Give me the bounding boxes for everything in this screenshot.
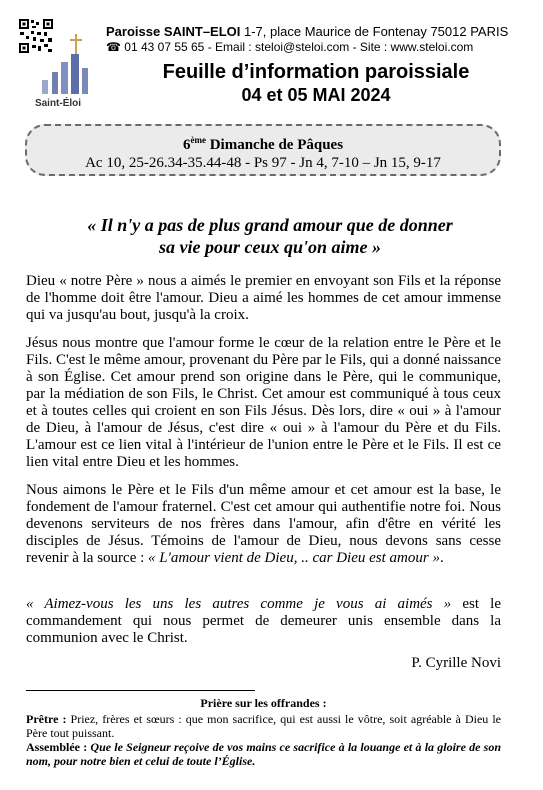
assembly-text: Que le Seigneur reçoive de vos mains ce sacrifice à la louange et à la gloire de son nom, pour notre bien et celui de toute l’Église. — [26, 740, 502, 768]
divider — [26, 690, 255, 691]
contact-line: ☎ 01 43 07 55 65 - Email : steloi@steloi.com - Site : www.steloi.com — [106, 40, 474, 54]
quote-line-2: sa vie pour ceux qu'on aime » — [158, 237, 381, 257]
assembly-label: Assemblée : — [26, 740, 88, 754]
paragraph-1: Dieu « notre Père » nous a aimés le premier en envoyant son Fils et la réponse de l'homme doit être l'amour. Dieu a aimé les hommes de cet amour immense qui va jusqu'au bout, jusqu'à la croix. — [26, 273, 501, 323]
signature: P. Cyrille Novi — [411, 655, 501, 671]
priest-text: Priez, frères et sœurs : que mon sacrifice, qui est aussi le vôtre, soit agréable à Dieu le Père tout puissant. — [26, 712, 501, 740]
parish-address — [106, 24, 508, 39]
prayer-priest — [26, 712, 501, 740]
sunday-name: Dimanche de Pâques — [205, 137, 344, 153]
parish-name: Paroisse SAINT–ELOI — [106, 24, 241, 39]
ordinal-suffix: ème — [190, 135, 206, 145]
paragraph-2: Jésus nous montre que l'amour forme le cœur de la relation entre le Père et le Fils. C'est le même amour, provenant du Père par le Fils, qui a donné naissance à son Église. Cet amour prend son origine dans le Père, qui le communique, par la médiation de son Fils, le Christ. Cet amour est communiqué à tous ceux et à toutes celles qui croient en son Fils Jésus. Dès lors, dire « oui » à l'amour de Dieu, à l'amour de Jésus, c'est dire « oui » à l'amour du Père et du Fils. L'amour est ce lien vital à l'intérieur de l'union entre le Père et le Fils. Il est ce lien vital entre Dieu et les hommes. — [26, 335, 501, 470]
issue-date: 04 et 05 MAI 2024 — [241, 85, 391, 105]
paragraph-3-end: . — [439, 550, 444, 566]
readings: Ac 10, 25-26.34-35.44-48 - Ps 97 - Jn 4, 7-10 – Jn 15, 9-17 — [85, 155, 441, 171]
page-title: Feuille d’information paroissiale — [162, 61, 470, 83]
parish-logo — [18, 18, 98, 114]
liturgy-box — [25, 124, 501, 176]
paragraph-3-citation: « L'amour vient de Dieu, .. car Dieu est amour » — [148, 550, 440, 566]
address-text: 1-7, place Maurice de Fontenay 75012 PARIS — [240, 24, 509, 39]
header — [0, 0, 543, 120]
sunday-ordinal: 6 — [182, 137, 191, 153]
prayer-title: Prière sur les offrandes : — [200, 696, 327, 710]
logo-label: Saint-Éloi — [34, 98, 82, 109]
quote-line-1: « Il n'y a pas de plus grand amour que de donner — [87, 215, 453, 235]
paragraph-3-text: Nous aimons le Père et le Fils d'un même amour et cet amour est la base, le fondement de l'amour fraternel. C'est cet amour qui authentifie notre foi. Nous devenons serviteurs de nos frères dans l'amour, afin d'être en vérité les disciples de Jésus. Témoins de l'amour de Dieu, nous devons sans cesse revenir à la source : — [26, 482, 501, 566]
prayer-assembly — [26, 740, 501, 768]
paragraph-3 — [26, 482, 501, 567]
paragraph-4 — [26, 596, 501, 647]
church-icon — [32, 32, 92, 102]
paragraph-4-citation: « Aimez-vous les uns les autres comme je vous ai aimés » — [26, 596, 452, 612]
headline-quote — [30, 214, 510, 258]
sunday-title — [27, 131, 499, 154]
priest-label: Prêtre : — [26, 712, 67, 726]
paragraph-4-text: est le commandement qui nous permet de demeurer unis ensemble dans la communion avec le Christ. — [26, 596, 501, 646]
